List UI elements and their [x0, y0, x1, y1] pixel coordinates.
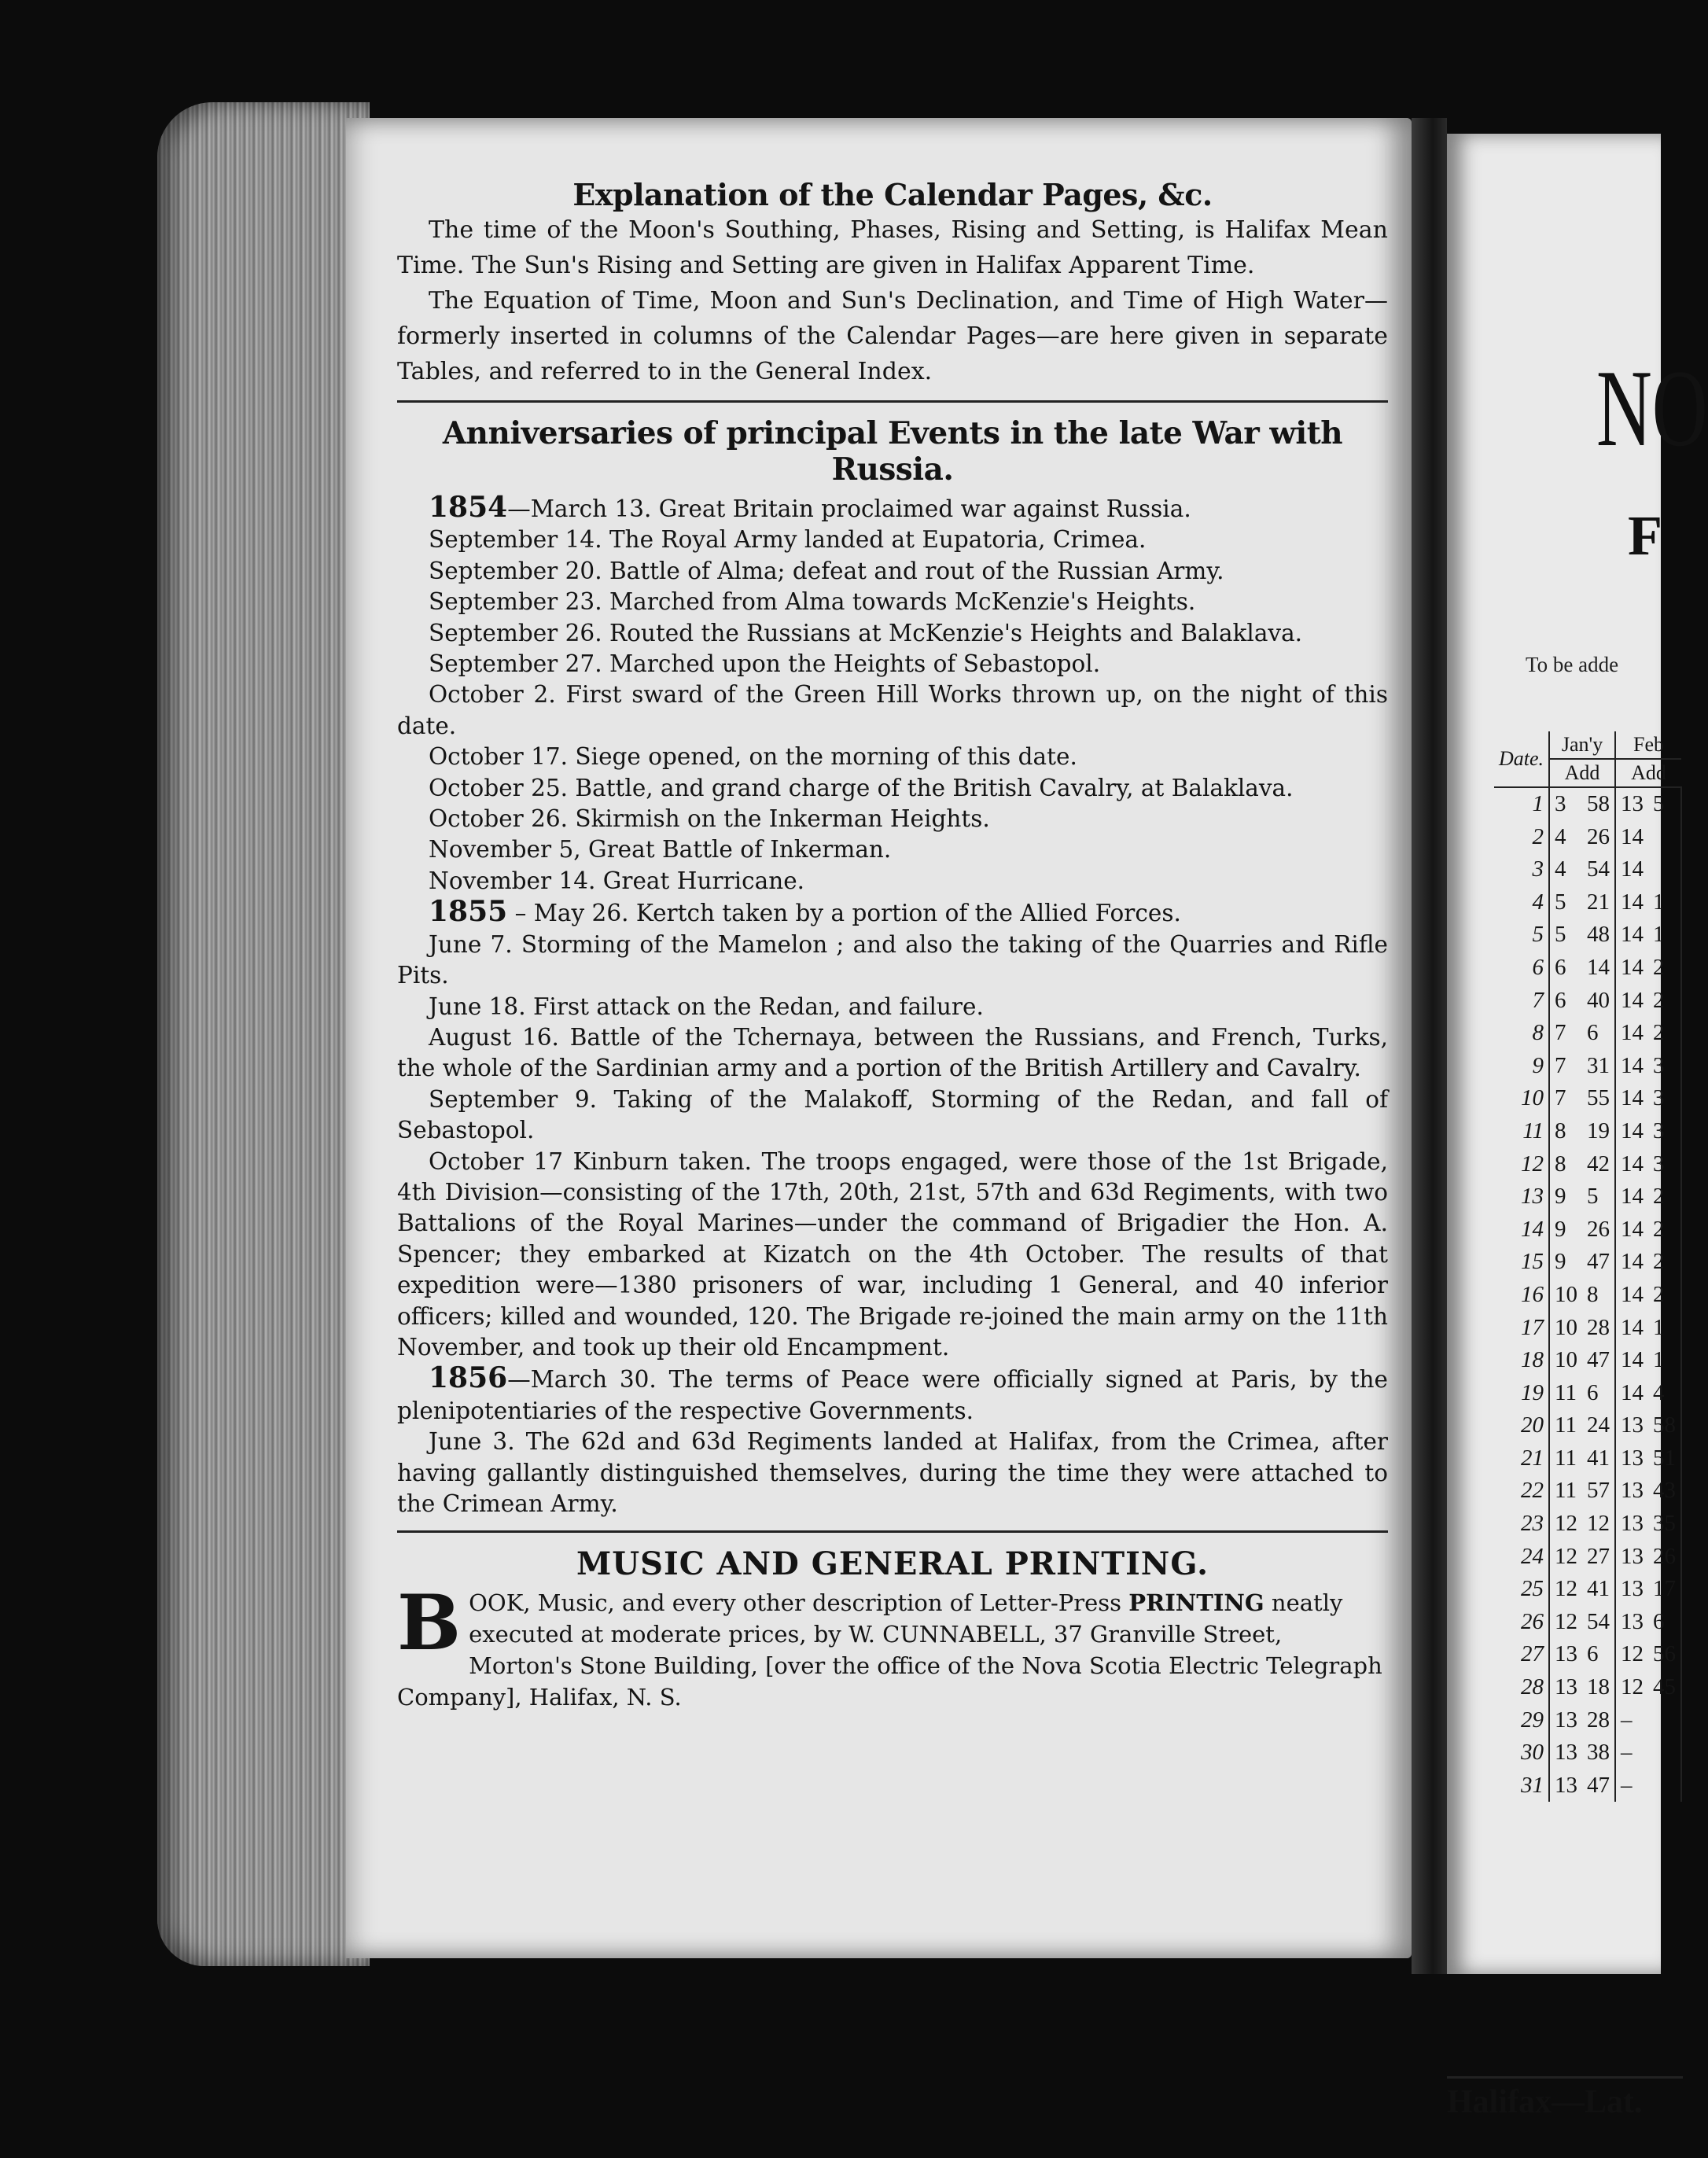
table-cell: 11 [1555, 1478, 1577, 1504]
table-cell: 26 [1648, 1541, 1681, 1574]
anniversary-entry [397, 992, 1388, 1022]
table-row [1494, 985, 1681, 1018]
table-cell: 16 [1494, 1279, 1549, 1312]
table-cell: 11 [1555, 1379, 1577, 1405]
table-row [1494, 1312, 1681, 1345]
book-gutter [1412, 118, 1447, 1974]
anniversary-entry [397, 679, 1388, 742]
table-cell: 1 [1648, 1344, 1681, 1377]
table-cell: 14 [1621, 1085, 1644, 1111]
left-page-content [397, 177, 1388, 1713]
table-cell: 51 [1648, 1442, 1681, 1475]
entry-year: 1854 [429, 491, 508, 524]
table-cell: 13 [1555, 1674, 1578, 1700]
table-cell: 14 [1621, 1347, 1644, 1373]
feb-column-header: Feb [1615, 731, 1681, 759]
table-cell: 17 [1494, 1312, 1549, 1345]
anniversary-entry [397, 742, 1388, 772]
table-cell: 13 [1555, 1740, 1578, 1766]
table-cell: 14 [1621, 1249, 1644, 1275]
table-row [1494, 1606, 1681, 1639]
explanation-paragraph: The Equation of Time, Moon and Sun's Declination, and Time of High Water—formerly inserted in columns of the Calendar Pages—are here given in separate Tables, and referred to in the General Index. [397, 287, 1388, 385]
table-cell: 14 [1621, 1052, 1644, 1078]
table-cell: 25 [1494, 1573, 1549, 1606]
table-cell: 27 [1582, 1541, 1615, 1574]
explanation-heading: Explanation of the Calendar Pages, &c. [572, 177, 1213, 212]
table-row [1494, 821, 1681, 854]
table-cell: 2 [1648, 1279, 1681, 1312]
table-cell: 5 [1494, 919, 1549, 952]
jan-column-header: Jan'y [1549, 731, 1615, 759]
table-cell: 12 [1621, 1674, 1644, 1700]
table-cell: 1 [1648, 919, 1681, 952]
table-cell: 24 [1582, 1409, 1615, 1442]
entry-text: October 17. Siege opened, on the morning of this date. [429, 743, 1077, 771]
entry-text: – May 26. Kertch taken by a portion of the Allied Forces. [507, 900, 1181, 927]
anniversary-entry [397, 834, 1388, 865]
table-row [1494, 1442, 1681, 1475]
table-cell: 48 [1582, 919, 1615, 952]
right-page [1447, 134, 1708, 2120]
table-cell [1648, 1736, 1681, 1769]
table-row [1494, 1704, 1681, 1737]
entry-year: 1856 [429, 1361, 508, 1395]
anniversary-entry [397, 773, 1388, 804]
advert-text: neatly executed at moderate prices, by W. CUNNABELL, 37 Granville Street, Morton's Stone Building, [over the office of the Nova Scotia Electric Telegraph Company], Halifax, N. S. [397, 1589, 1382, 1711]
anniversaries-heading: Anniversaries of principal Events in the late War with Russia. [442, 415, 1343, 488]
table-cell: 29 [1494, 1704, 1549, 1737]
table-cell: 7 [1555, 1052, 1566, 1078]
table-cell: 11 [1555, 1412, 1577, 1438]
table-cell: 14 [1621, 823, 1644, 849]
table-cell: 13 [1555, 1707, 1578, 1733]
anniversary-entry [397, 897, 1388, 929]
section-divider [397, 1530, 1388, 1533]
table-cell: 8 [1555, 1151, 1566, 1177]
table-row [1494, 1508, 1681, 1541]
table-cell: 28 [1582, 1704, 1615, 1737]
anniversaries-list [397, 492, 1388, 1519]
table-row [1494, 1409, 1681, 1442]
table-cell: 6 [1582, 1638, 1615, 1671]
table-cell: 42 [1582, 1148, 1615, 1181]
entry-text: September 23. Marched from Alma towards McKenzie's Heights. [429, 588, 1196, 616]
table-row [1494, 1017, 1681, 1050]
table-cell: 13 [1621, 1478, 1644, 1504]
explanation-paragraph: The time of the Moon's Southing, Phases, Rising and Setting, is Halifax Mean Time. The Sun's Rising and Setting are given in Halifax Apparent Time. [397, 216, 1388, 279]
table-cell: 6 [1494, 952, 1549, 985]
table-row [1494, 1050, 1681, 1083]
table-cell: 14 [1621, 1216, 1644, 1242]
table-cell: 7 [1555, 1085, 1566, 1111]
table-cell: 7 [1555, 1020, 1566, 1046]
table-cell: 26 [1582, 1213, 1615, 1247]
table-cell: 14 [1621, 1314, 1644, 1340]
entry-text: September 14. The Royal Army landed at Eupatoria, Crimea. [429, 526, 1147, 554]
table-cell: 3 [1494, 853, 1549, 886]
anniversary-entry [397, 1022, 1388, 1085]
entry-text: September 9. Taking of the Malakoff, Storming of the Redan, and fall of Sebastopol. [397, 1085, 1388, 1144]
table-row [1494, 1671, 1681, 1704]
right-page-title: NO [1596, 348, 1708, 470]
table-cell: 13 [1621, 1608, 1644, 1634]
table-cell: 14 [1621, 1020, 1644, 1046]
table-cell: 55 [1582, 1082, 1615, 1115]
table-cell: 31 [1494, 1769, 1549, 1803]
table-cell: 2 [1648, 1213, 1681, 1247]
table-cell: 13 [1621, 1543, 1644, 1569]
table-row [1494, 787, 1681, 821]
table-cell: 14 [1621, 987, 1644, 1013]
table-row [1494, 1475, 1681, 1508]
table-cell: 2 [1648, 952, 1681, 985]
table-cell: 10 [1555, 1281, 1578, 1307]
table-cell: 2 [1648, 985, 1681, 1018]
table-cell: 4 [1555, 856, 1566, 882]
table-row [1494, 952, 1681, 985]
table-cell: 19 [1582, 1115, 1615, 1148]
entry-text: November 5, Great Battle of Inkerman. [429, 836, 892, 864]
table-cell: 2 [1648, 1017, 1681, 1050]
table-row [1494, 1082, 1681, 1115]
entry-text: June 3. The 62d and 63d Regiments landed at Halifax, from the Crimea, after having gallantly distinguished themselves, during the time they were attached to the Crimean Army. [397, 1428, 1388, 1517]
table-cell: 2 [1648, 1180, 1681, 1213]
table-cell: 9 [1555, 1249, 1566, 1275]
table-cell [1648, 1769, 1681, 1803]
table-cell: 47 [1582, 1769, 1615, 1803]
table-cell: 31 [1582, 1050, 1615, 1083]
table-cell: 14 [1582, 952, 1615, 985]
table-cell: – [1621, 1772, 1633, 1798]
table-cell: 54 [1582, 1606, 1615, 1639]
table-cell: 1 [1648, 1312, 1681, 1345]
table-cell: 12 [1582, 1508, 1615, 1541]
table-cell: 13 [1621, 1412, 1644, 1438]
anniversary-entry [397, 649, 1388, 679]
table-row [1494, 1213, 1681, 1247]
table-cell: 13 [1621, 1576, 1644, 1602]
table-cell: 14 [1621, 1118, 1644, 1143]
table-cell: 15 [1494, 1246, 1549, 1279]
table-cell: 23 [1494, 1508, 1549, 1541]
table-cell: 13 [1555, 1641, 1578, 1667]
entry-text: September 26. Routed the Russians at McKenzie's Heights and Balaklava. [429, 619, 1303, 646]
date-column-header: Date. [1494, 731, 1549, 787]
anniversary-entry [397, 930, 1388, 992]
table-cell: 47 [1582, 1246, 1615, 1279]
right-page-subtitle: F [1628, 504, 1662, 567]
table-row [1494, 1541, 1681, 1574]
table-cell: 22 [1494, 1475, 1549, 1508]
table-cell: 28 [1494, 1671, 1549, 1704]
table-row [1494, 1344, 1681, 1377]
table-cell: 57 [1582, 1475, 1615, 1508]
entry-text: October 25. Battle, and grand charge of the British Cavalry, at Balaklava. [429, 774, 1294, 801]
anniversary-entry [397, 492, 1388, 525]
right-page-footer: Halifax—Lat. [1447, 2076, 1683, 2121]
table-cell: 14 [1494, 1213, 1549, 1247]
table-cell: 14 [1621, 1379, 1644, 1405]
table-cell: 11 [1494, 1115, 1549, 1148]
table-cell: 13 [1555, 1772, 1578, 1798]
table-cell: 13 [1621, 1511, 1644, 1537]
table-cell: 41 [1582, 1573, 1615, 1606]
entry-text: June 18. First attack on the Redan, and failure. [429, 992, 984, 1020]
table-cell: 14 [1621, 1151, 1644, 1177]
table-cell: 9 [1555, 1184, 1566, 1210]
entry-text: November 14. Great Hurricane. [429, 867, 805, 894]
table-cell: 8 [1494, 1017, 1549, 1050]
table-cell: 40 [1582, 985, 1615, 1018]
anniversary-entry [397, 525, 1388, 555]
table-cell: 12 [1621, 1641, 1644, 1667]
section-divider [397, 400, 1388, 403]
table-cell: 3 [1648, 1115, 1681, 1148]
drop-cap: B [397, 1578, 462, 1668]
anniversary-entry [397, 587, 1388, 617]
table-cell [1648, 1704, 1681, 1737]
entry-year: 1855 [429, 895, 508, 929]
table-cell: 4 [1555, 823, 1566, 849]
table-cell: 10 [1555, 1314, 1578, 1340]
table-cell: 26 [1494, 1606, 1549, 1639]
table-cell: 3 [1648, 1082, 1681, 1115]
anniversary-entry [397, 1427, 1388, 1519]
table-cell: 2 [1494, 821, 1549, 854]
anniversary-entry [397, 1147, 1388, 1364]
entry-text: October 17 Kinburn taken. The troops engaged, were those of the 1st Brigade, 4th Division—consisting of the 17th, 20th, 21st, 57th and 63d Regiments, with two Battalions of the Royal Marines—under the command of Brigadier the Hon. A. Spencer; they embarked at Kizatch on the 4th October. The results of that expedition were—1380 prisoners of war, including 1 General, and 40 inferior officers; killed and wounded, 120. The Brigade re-joined the main army on the 11th November, and took up their old Encampment. [397, 1147, 1388, 1361]
table-cell: 5 [1555, 922, 1566, 948]
table-cell: 35 [1648, 1508, 1681, 1541]
table-cell: 43 [1648, 1475, 1681, 1508]
table-cell: 14 [1621, 922, 1644, 948]
table-cell: 12 [1555, 1511, 1578, 1537]
entry-text: August 16. Battle of the Tchernaya, between the Russians, and French, Turks, the whole of the Sardinian army and a portion of the British Artillery and Cavalry. [397, 1023, 1388, 1082]
entry-text: —March 13. Great Britain proclaimed war against Russia. [507, 495, 1191, 522]
anniversary-entry [397, 1363, 1388, 1427]
entry-text: June 7. Storming of the Mamelon ; and also the taking of the Quarries and Rifle Pits. [397, 930, 1388, 989]
table-cell: 6 [1582, 1017, 1615, 1050]
table-cell: 8 [1582, 1279, 1615, 1312]
table-cell: 8 [1555, 1118, 1566, 1143]
table-cell: 58 [1648, 1409, 1681, 1442]
table-cell: 38 [1582, 1736, 1615, 1769]
advert-text: OOK, Music, and every other description of Letter-Press [469, 1589, 1129, 1617]
music-printing-advert [397, 1578, 1388, 1713]
table-row [1494, 1736, 1681, 1769]
table-cell: 19 [1494, 1377, 1549, 1410]
table-row [1494, 919, 1681, 952]
entry-text: October 2. First sward of the Green Hill Works thrown up, on the night of this date. [397, 681, 1388, 739]
table-cell: 28 [1582, 1312, 1615, 1345]
table-row [1494, 1573, 1681, 1606]
table-cell: 5 [1648, 787, 1681, 821]
table-cell: 9 [1494, 1050, 1549, 1083]
table-cell: 5 [1582, 1180, 1615, 1213]
table-cell [1648, 821, 1681, 854]
table-cell: – [1621, 1740, 1633, 1766]
anniversary-entry [397, 804, 1388, 834]
table-row [1494, 1180, 1681, 1213]
table-row [1494, 1115, 1681, 1148]
table-cell: 14 [1621, 1184, 1644, 1210]
table-row [1494, 1148, 1681, 1181]
anniversary-entry [397, 556, 1388, 587]
right-page-note: To be adde [1526, 653, 1619, 676]
anniversary-entry [397, 1085, 1388, 1147]
table-cell: 13 [1621, 1445, 1644, 1471]
table-cell: 6 [1582, 1377, 1615, 1410]
table-row [1494, 1377, 1681, 1410]
table-cell: 58 [1582, 787, 1615, 821]
table-cell: 4 [1648, 1377, 1681, 1410]
entry-text: October 26. Skirmish on the Inkerman Heights. [429, 805, 990, 833]
sun-table [1494, 731, 1682, 1802]
table-cell: 6 [1648, 1606, 1681, 1639]
table-cell: 14 [1621, 856, 1644, 882]
table-cell: 26 [1582, 821, 1615, 854]
table-cell: 17 [1648, 1573, 1681, 1606]
table-row [1494, 853, 1681, 886]
table-cell: 3 [1648, 1050, 1681, 1083]
table-cell: 4 [1494, 886, 1549, 919]
add-subheader: Add [1549, 759, 1615, 787]
table-cell: 12 [1555, 1543, 1578, 1569]
table-cell: 9 [1555, 1216, 1566, 1242]
table-cell: 10 [1555, 1347, 1578, 1373]
table-cell: 56 [1648, 1638, 1681, 1671]
table-cell: 18 [1494, 1344, 1549, 1377]
table-row [1494, 1246, 1681, 1279]
table-row [1494, 1279, 1681, 1312]
add-subheader: Add [1615, 759, 1681, 787]
table-cell: 47 [1582, 1344, 1615, 1377]
table-cell: 7 [1494, 985, 1549, 1018]
table-cell: 14 [1621, 889, 1644, 915]
table-row [1494, 1638, 1681, 1671]
table-cell: 1 [1494, 787, 1549, 821]
table-row [1494, 886, 1681, 919]
table-cell: 12 [1494, 1148, 1549, 1181]
book-page-edges [157, 102, 370, 1966]
table-cell: – [1621, 1707, 1633, 1733]
table-cell: 12 [1555, 1576, 1578, 1602]
table-cell: 3 [1555, 791, 1566, 816]
table-cell [1648, 853, 1681, 886]
table-cell: 30 [1494, 1736, 1549, 1769]
music-printing-heading: MUSIC AND GENERAL PRINTING. [576, 1545, 1209, 1583]
table-cell: 1 [1648, 886, 1681, 919]
entry-text: —March 30. The terms of Peace were officially signed at Paris, by the plenipotentiaries of the respective Governments. [397, 1366, 1388, 1424]
table-cell: 20 [1494, 1409, 1549, 1442]
table-cell: 45 [1648, 1671, 1681, 1704]
table-cell: 3 [1648, 1148, 1681, 1181]
table-cell: 41 [1582, 1442, 1615, 1475]
table-cell: 6 [1555, 987, 1566, 1013]
table-cell: 21 [1494, 1442, 1549, 1475]
table-cell: 27 [1494, 1638, 1549, 1671]
table-cell: 13 [1494, 1180, 1549, 1213]
anniversary-entry [397, 618, 1388, 649]
table-cell: 11 [1555, 1445, 1577, 1471]
advert-bold-text: PRINTING [1128, 1589, 1264, 1617]
table-cell: 14 [1621, 1281, 1644, 1307]
table-cell: 10 [1494, 1082, 1549, 1115]
entry-text: September 20. Battle of Alma; defeat and rout of the Russian Army. [429, 557, 1224, 584]
table-row [1494, 1769, 1681, 1803]
table-cell: 54 [1582, 853, 1615, 886]
table-cell: 5 [1555, 889, 1566, 915]
table-cell: 21 [1582, 886, 1615, 919]
table-cell: 13 [1621, 791, 1644, 816]
entry-text: September 27. Marched upon the Heights of Sebastopol. [429, 650, 1101, 678]
table-cell: 2 [1648, 1246, 1681, 1279]
anniversary-entry [397, 866, 1388, 897]
table-cell: 24 [1494, 1541, 1549, 1574]
table-cell: 14 [1621, 954, 1644, 980]
table-cell: 12 [1555, 1608, 1578, 1634]
table-cell: 18 [1582, 1671, 1615, 1704]
table-cell: 6 [1555, 954, 1566, 980]
table-header-row [1494, 731, 1681, 759]
